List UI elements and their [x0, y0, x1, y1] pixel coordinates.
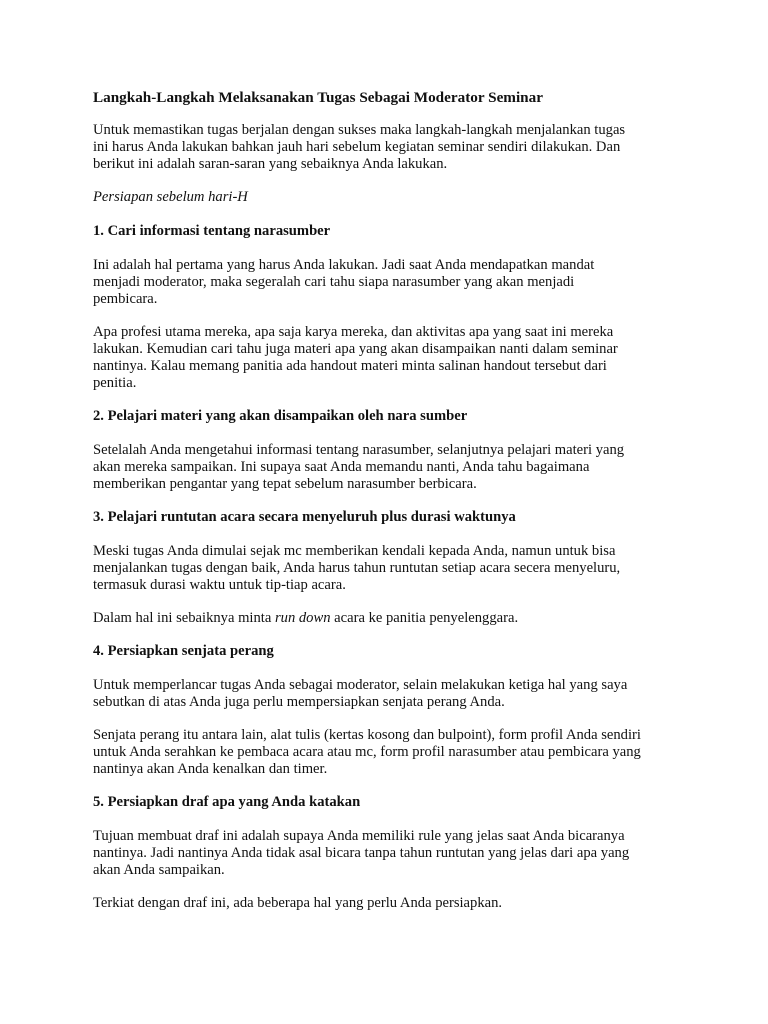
document-page [93, 89, 693, 928]
step-5-heading: 5. Persiapkan draf apa yang Anda katakan [93, 794, 361, 810]
text-line: memberikan pengantar yang tepat sebelum narasumber berbicara. [93, 476, 477, 492]
text-line: menjadi moderator, maka segeralah cari tahu siapa narasumber yang akan menjadi [93, 274, 575, 290]
text-line: lakukan. Kemudian cari tahu juga materi apa yang akan disampaikan nanti dalam seminar [93, 341, 618, 357]
text-line [93, 610, 693, 627]
text-line: nantinya akan Anda kenalkan dan timer. [93, 761, 328, 777]
text-line: akan mereka sampaikan. Ini supaya saat Anda memandu nanti, Anda tahu bagaimana [93, 459, 590, 475]
text-line: ini harus Anda lakukan bahkan jauh hari sebelum kegiatan seminar sendiri dilakukan. Dan [93, 139, 621, 155]
text-line: penitia. [93, 375, 137, 391]
document-title: Langkah-Langkah Melaksanakan Tugas Sebagai Moderator Seminar [93, 89, 543, 106]
text-line: berikut ini adalah saran-saran yang sebaiknya Anda lakukan. [93, 156, 448, 172]
text-line: Untuk memastikan tugas berjalan dengan sukses maka langkah-langkah menjalankan tugas [93, 122, 626, 138]
step-5-paragraph-2 [93, 895, 693, 912]
text-line: pembicara. [93, 291, 158, 307]
text-run: acara ke panitia penyelenggara. [330, 610, 519, 626]
intro-paragraph [93, 122, 693, 173]
text-line: Apa profesi utama mereka, apa saja karya mereka, dan aktivitas apa yang saat ini mereka [93, 324, 614, 340]
italic-term: run down [274, 610, 331, 626]
text-line: untuk Anda serahkan ke pembaca acara atau mc, form profil narasumber atau pembicara yang [93, 744, 641, 760]
text-line: Untuk memperlancar tugas Anda sebagai moderator, selain melakukan ketiga hal yang saya [93, 677, 628, 693]
step-4-paragraph-2 [93, 727, 693, 778]
text-line: nantinya. Jadi nantinya Anda tidak asal bicara tanpa tahun runtutan yang jelas dari apa yang [93, 845, 630, 861]
text-line: Senjata perang itu antara lain, alat tulis (kertas kosong dan bulpoint), form profil Anda sendiri [93, 727, 641, 743]
step-3-paragraph-2 [93, 610, 693, 627]
text-line: nantinya. Kalau memang panitia ada handout materi minta salinan handout tersebut dari [93, 358, 607, 374]
text-line: termasuk durasi waktu untuk tip-tiap acara. [93, 577, 346, 593]
step-3-heading: 3. Pelajari runtutan acara secara menyeluruh plus durasi waktunya [93, 509, 516, 525]
text-line: akan Anda sampaikan. [93, 862, 225, 878]
step-1-paragraph-2 [93, 324, 693, 392]
text-line: sebutkan di atas Anda juga perlu mempersiapkan senjata perang Anda. [93, 694, 505, 710]
step-4-heading: 4. Persiapkan senjata perang [93, 643, 274, 659]
step-5-paragraph-1 [93, 828, 693, 879]
text-line: Ini adalah hal pertama yang harus Anda lakukan. Jadi saat Anda mendapatkan mandat [93, 257, 595, 273]
text-line: Setelalah Anda mengetahui informasi tentang narasumber, selanjutnya pelajari materi yang [93, 442, 625, 458]
step-3-paragraph-1 [93, 543, 693, 594]
step-2-paragraph-1 [93, 442, 693, 493]
text-run: Dalam hal ini sebaiknya minta [93, 610, 275, 626]
section-subheading: Persiapan sebelum hari-H [93, 189, 248, 205]
text-line: Meski tugas Anda dimulai sejak mc memberikan kendali kepada Anda, namun untuk bisa [93, 543, 616, 559]
step-4-paragraph-1 [93, 677, 693, 711]
text-line: menjalankan tugas dengan baik, Anda harus tahun runtutan setiap acara secera menyeluru, [93, 560, 621, 576]
step-1-heading: 1. Cari informasi tentang narasumber [93, 223, 331, 239]
text-line: Terkiat dengan draf ini, ada beberapa hal yang perlu Anda persiapkan. [93, 895, 503, 911]
text-line: Tujuan membuat draf ini adalah supaya Anda memiliki rule yang jelas saat Anda bicaranya [93, 828, 625, 844]
step-1-paragraph-1 [93, 257, 693, 308]
step-2-heading: 2. Pelajari materi yang akan disampaikan oleh nara sumber [93, 408, 468, 424]
